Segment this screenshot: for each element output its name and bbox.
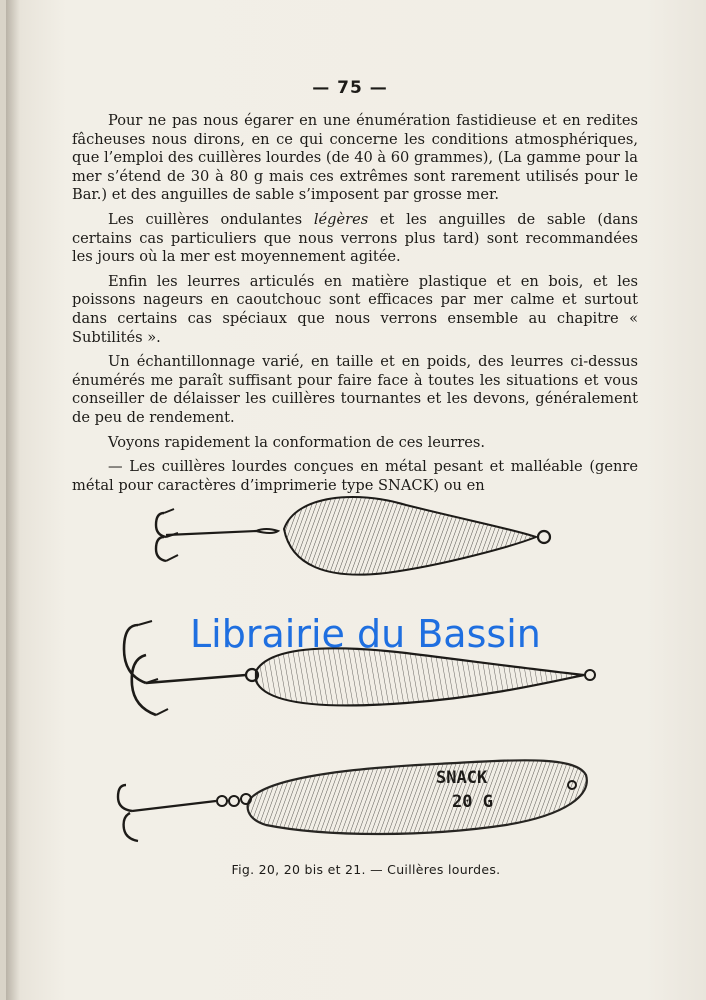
paragraph-5: Voyons rapidement la conformation de ces leurres. xyxy=(108,433,485,451)
paragraph-2-end: et les anguilles de sable (dans certains cas particuliers que nous verrons plus tard) sont recommandées les jours où la mer est moyennement agitée. xyxy=(72,210,638,266)
snack-engraving: SNACK xyxy=(436,768,488,788)
weight-engraving: 20 G xyxy=(452,792,493,812)
paragraph-2 xyxy=(72,211,638,267)
paragraph-2-start: Les cuillères ondulantes xyxy=(108,210,314,228)
paragraph-2-emphasis: légères xyxy=(313,210,369,228)
paragraph-4: Un échantillonnage varié, en taille et en poids, des leurres ci-dessus énumérés me paraît suffisant pour faire face à toutes les situations et vous conseiller de délaisser les cuillères tournantes et les devons, généralement de peu de rendement. xyxy=(72,353,638,426)
body-text xyxy=(72,112,638,501)
lure-3 xyxy=(118,760,587,841)
figure-caption: Fig. 20, 20 bis et 21. — Cuillères lourdes. xyxy=(231,862,501,877)
page-number: — 75 — xyxy=(312,78,388,98)
watermark: Librairie du Bassin xyxy=(190,612,541,656)
lure-illustration xyxy=(106,485,626,865)
lure-1 xyxy=(156,497,550,575)
paragraph-1: Pour ne pas nous égarer en une énumération fastidieuse et en redites fâcheuses nous dirons, en ce qui concerne les conditions atmosphériques, que l’emploi des cuillères lourdes (de 40 à 60 grammes), (La gamme pour la mer s’étend de 30 à 80 g mais ces extrêmes sont rarement utilisés pour le Bar.) et des anguilles de sable s’imposent par grosse mer. xyxy=(72,112,638,204)
book-page xyxy=(6,0,706,1000)
paragraph-3: Enfin les leurres articulés en matière plastique et en bois, et les poissons nageurs en caoutchouc sont efficaces par mer calme et surtout dans certains cas spéciaux que nous verrons ensemble au chapitre « Subtilités ». xyxy=(72,272,638,346)
paragraph-6: — Les cuillères lourdes conçues en métal pesant et malléable (genre métal pour caractères d’imprimerie type SNACK) ou en xyxy=(72,458,638,494)
